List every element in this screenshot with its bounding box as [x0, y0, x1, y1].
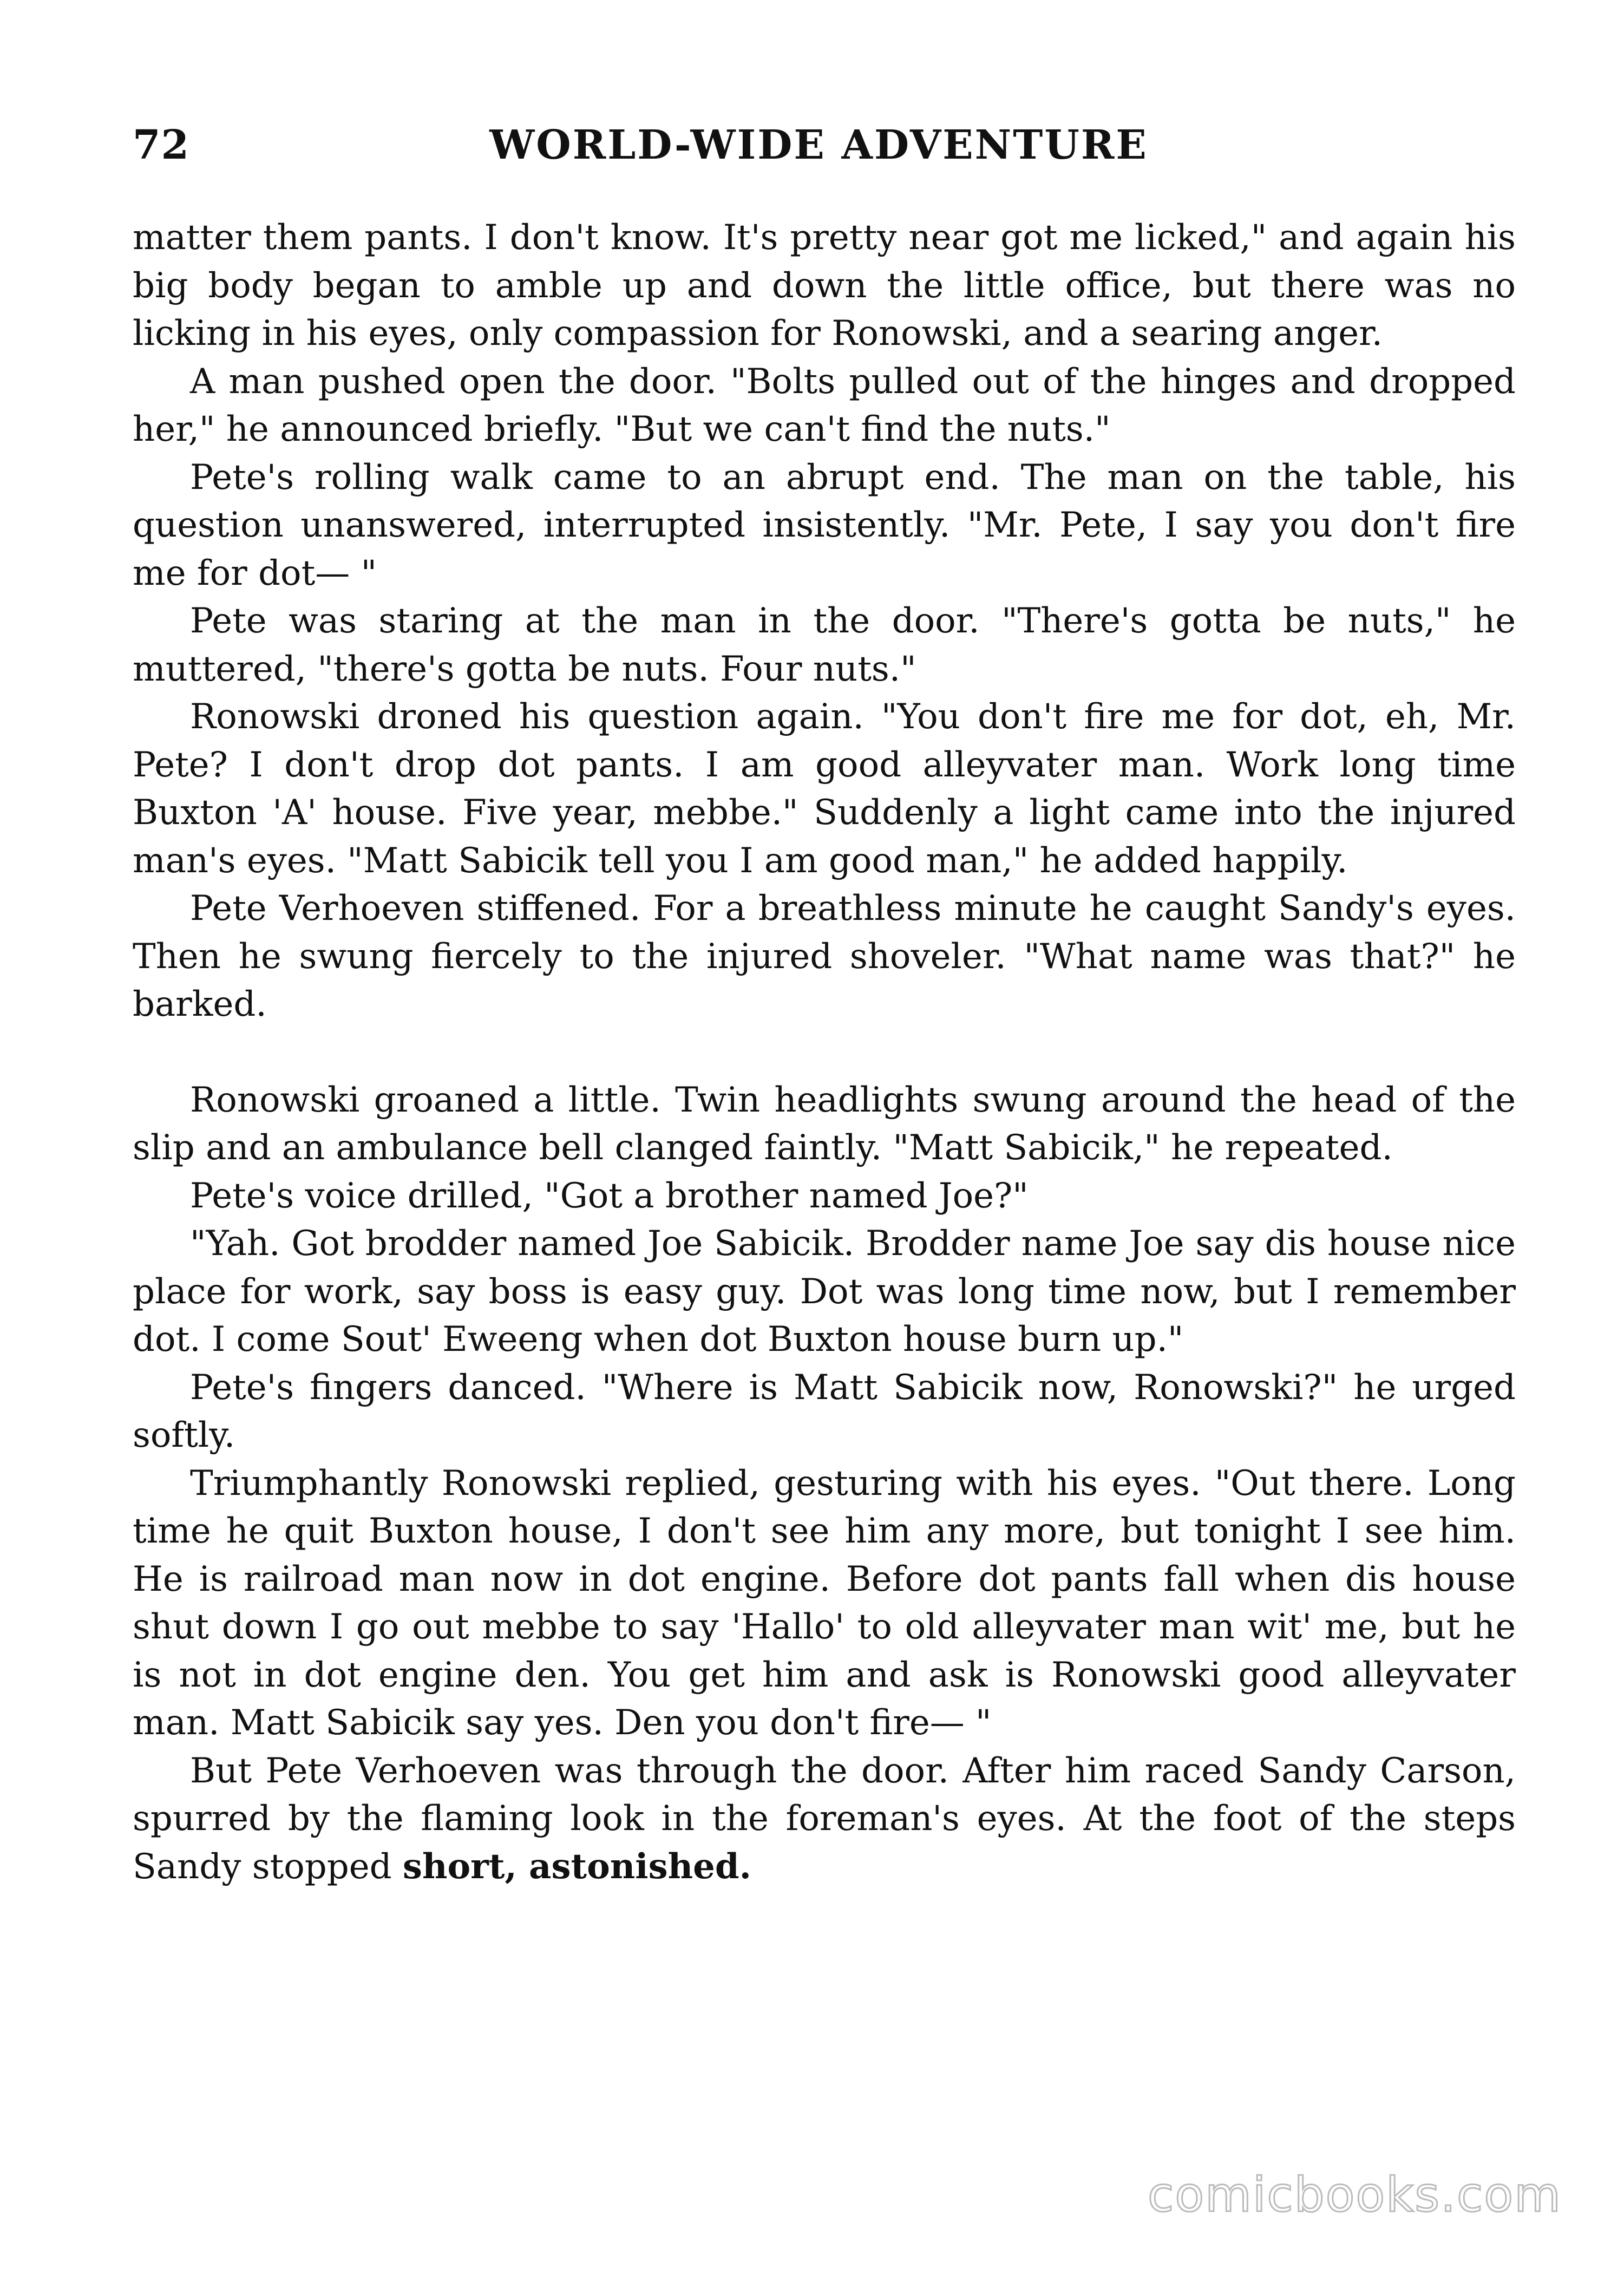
page-header — [133, 122, 1505, 181]
paragraph-last — [133, 1747, 1516, 1891]
paragraph: Pete's rolling walk came to an abrupt end. The man on the table, his question unanswered, interrupted insistently. "Mr. Pete, I say you don't fire me for dot— " — [133, 457, 1516, 593]
paragraph: "Yah. Got brodder named Joe Sabicik. Brodder name Joe say dis house nice place for work, say boss is easy guy. Dot was long time now, but I remember dot. I come Sout' Eweeng when dot Buxton house burn up." — [133, 1224, 1516, 1360]
paragraph: matter them pants. I don't know. It's pretty near got me licked," and again his big body began to amble up and down the little office, but there was no licking in his eyes, only compassion for Ronowski, and a searing anger. — [133, 218, 1516, 354]
paragraph: Pete was staring at the man in the door. "There's gotta be nuts," he muttered, "there's gotta be nuts. Four nuts." — [133, 601, 1516, 689]
paragraph: Ronowski droned his question again. "You don't fire me for dot, eh, Mr. Pete? I don't drop dot pants. I am good alleyvater man. Work long time Buxton 'A' house. Five year, mebbe." Suddenly a light came into the injured man's eyes. "Matt Sabicik tell you I am good man," he added happily. — [133, 697, 1516, 881]
paragraph-text: But Pete Verhoeven was through the door. After him raced Sandy Carson, spurred by the flaming look in the foreman's eyes. At the foot of the steps Sandy stopped — [133, 1750, 1516, 1887]
paragraph: Pete Verhoeven stiffened. For a breathless minute he caught Sandy's eyes. Then he swung fiercely to the injured shoveler. "What name was that?" he barked. — [133, 888, 1516, 1024]
running-head: WORLD-WIDE ADVENTURE — [489, 122, 1148, 168]
paragraph: Pete's fingers danced. "Where is Matt Sabicik now, Ronowski?" he urged softly. — [133, 1367, 1516, 1455]
watermark: comicbooks.com — [1147, 2167, 1562, 2223]
paragraph: Pete's voice drilled, "Got a brother named Joe?" — [190, 1175, 1029, 1216]
bold-ending: short, astonished. — [402, 1846, 751, 1887]
paragraph: Triumphantly Ronowski replied, gesturing with his eyes. "Out there. Long time he quit Buxton house, I don't see him any more, but tonight I see him. He is railroad man now in dot engine. Before dot pants fall when dis house shut down I go out mebbe to say 'Hallo' to old alleyvater man wit' me, but he is not in dot engine den. You get him and ask is Ronowski good alleyvater man. Matt Sabicik say yes. Den you don't fire— " — [133, 1463, 1516, 1743]
body-text — [133, 214, 1516, 1891]
page-number: 72 — [133, 122, 189, 168]
paragraph: Ronowski groaned a little. Twin headlights swung around the head of the slip and an ambulance bell clanged faintly. "Matt Sabicik," he repeated. — [133, 1080, 1516, 1168]
paragraph: A man pushed open the door. "Bolts pulled out of the hinges and dropped her," he announced briefly. "But we can't find the nuts." — [133, 361, 1516, 449]
